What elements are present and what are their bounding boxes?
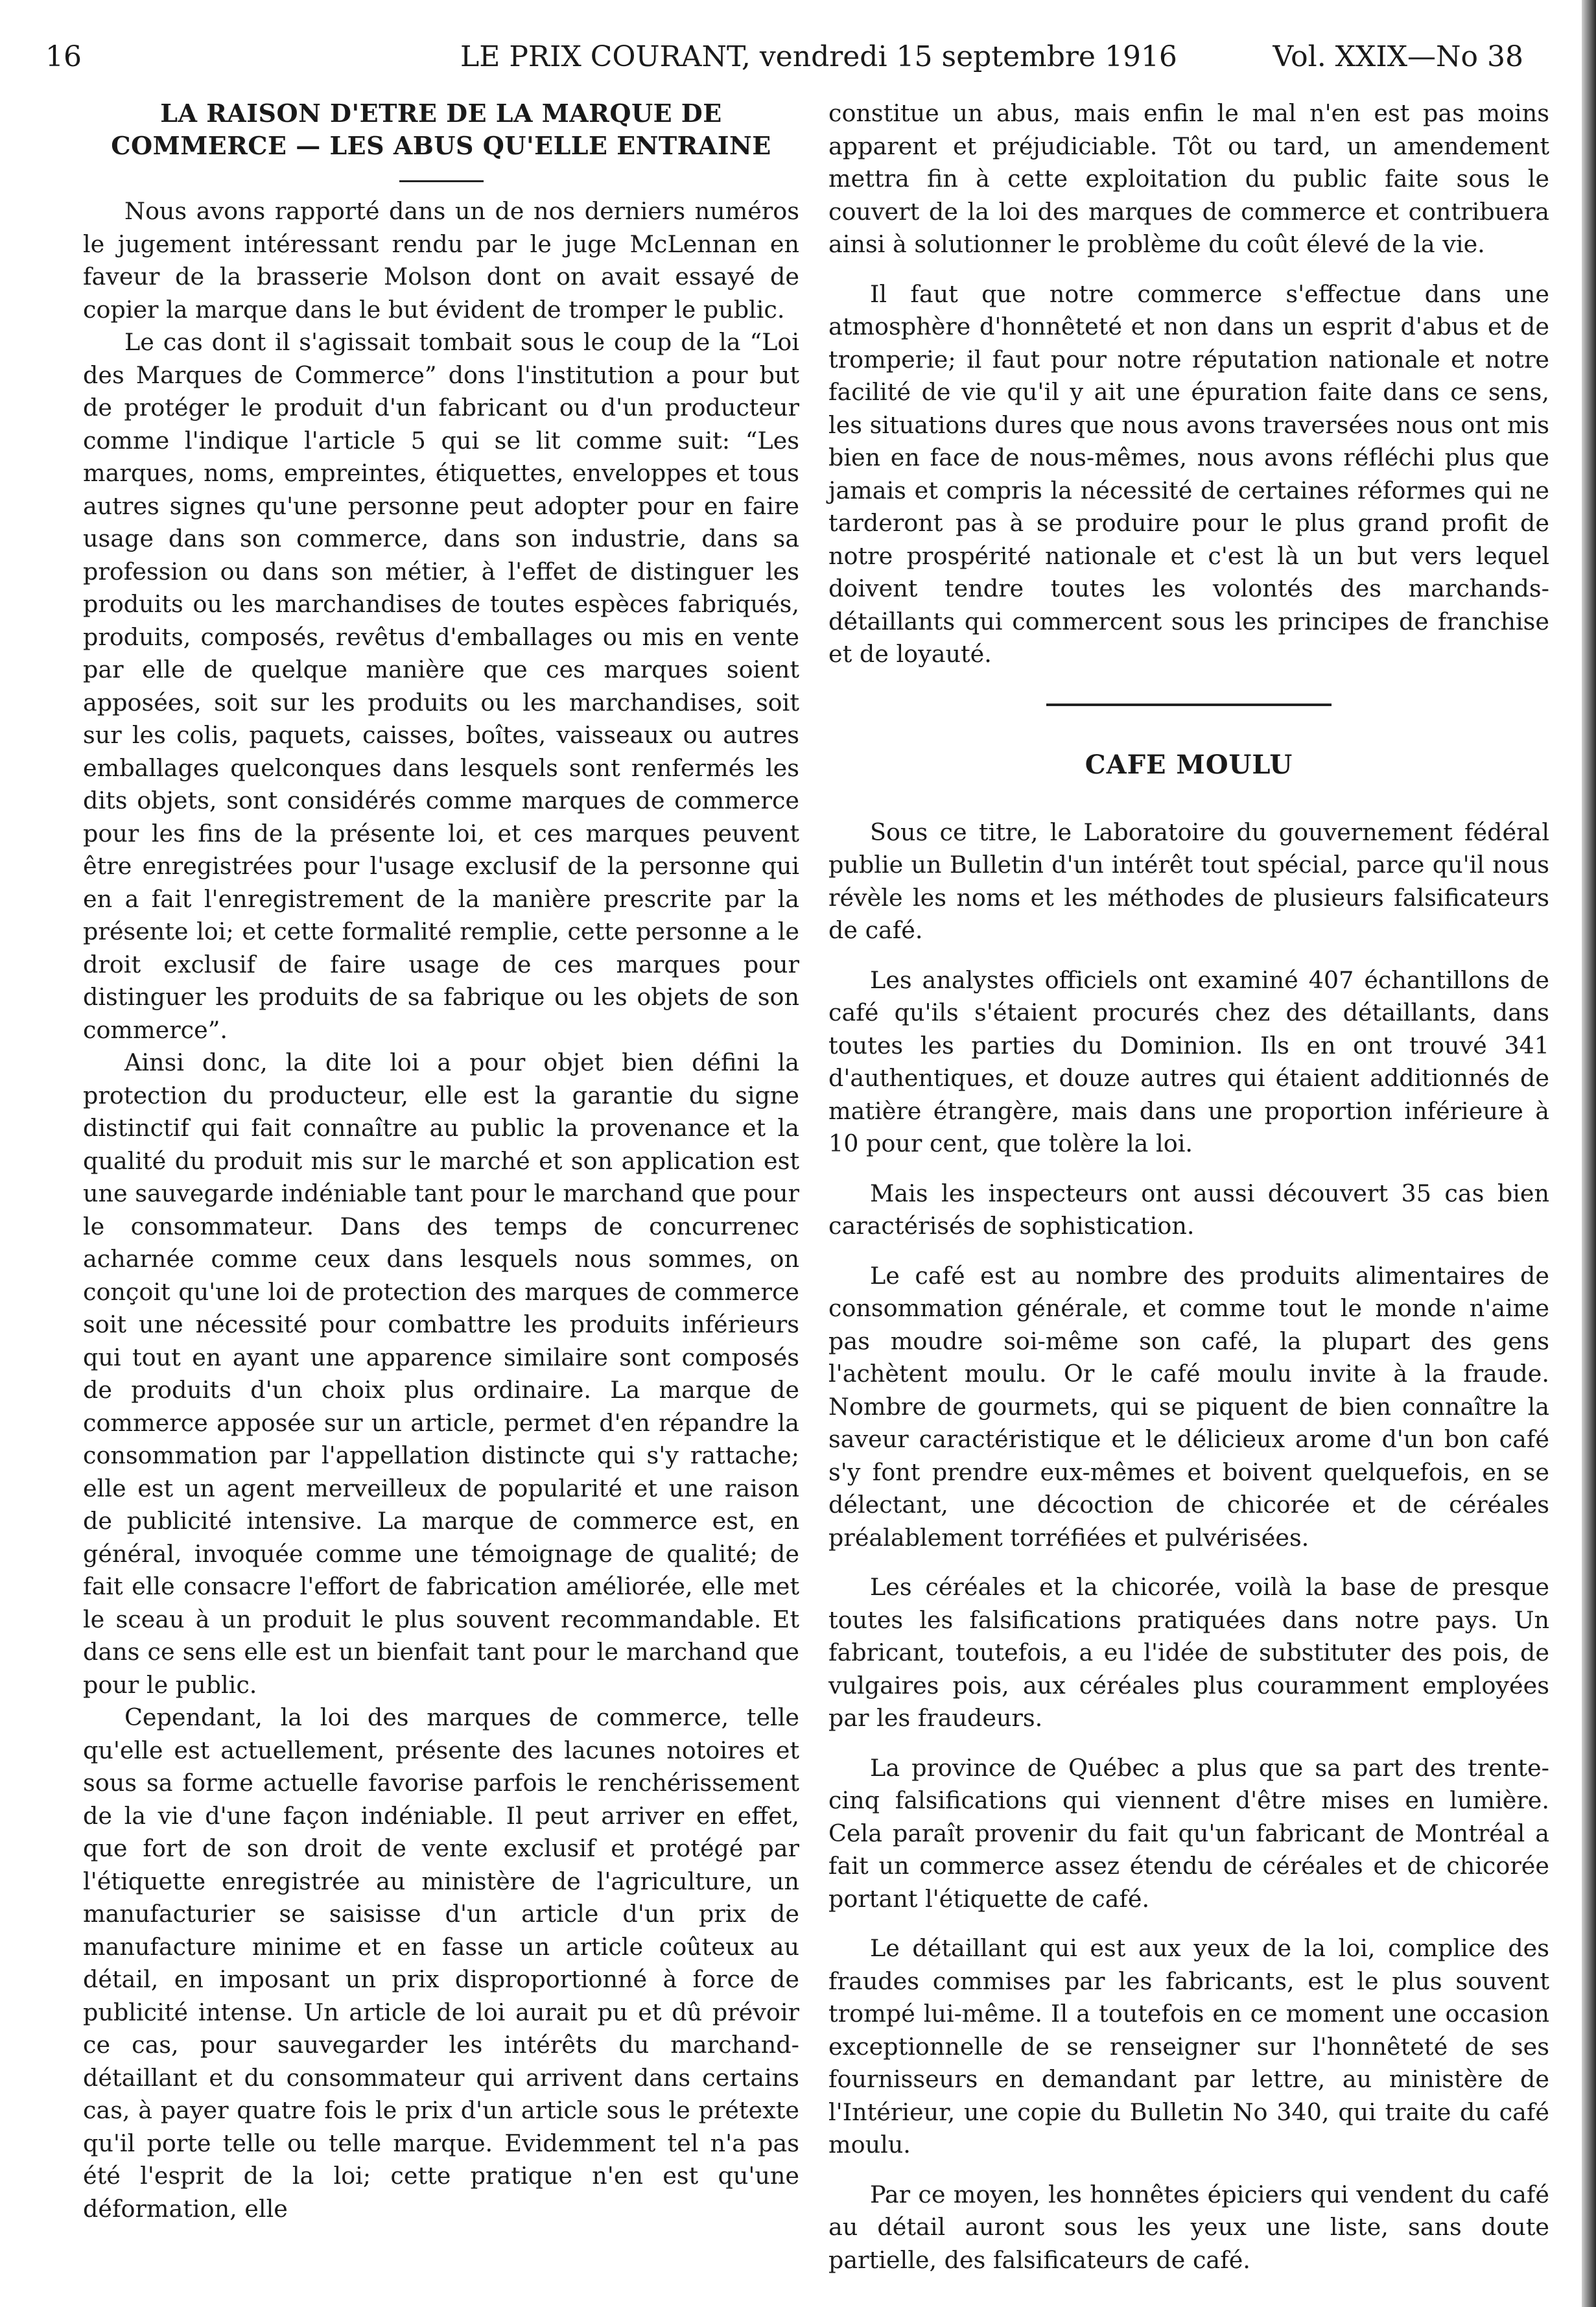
article-paragraph: Ainsi donc, la dite loi a pour objet bien défini la protection du producteur, elle est la garantie du signe distinctif qui fait connaître au public la provenance et la qualité du produit mis sur le marché et son application est une sauvegarde indéniable tant pour le marchand que pour le consommateur. Dans des temps de concurrenec acharnée comme ceux dans lesquels nous sommes, on conçoit qu'une loi de protection des marques de commerce soit une nécessité pour combattre les produits inférieurs qui tout en ayant une apparence similaire sont composés de produits d'un choix plus ordinaire. La marque de commerce apposée sur un article, permet d'en répandre la consommation par l'appellation distincte qui s'y rattache; elle est un agent merveilleux de popularité et une raison de publicité intensive. La marque de commerce est, en général, invoquée comme une témoignage de qualité; de fait elle consacre l'effort de fabrication améliorée, elle met le sceau à un produit le plus souvent recommandable. Et dans ce sens elle est un bienfait tant pour le marchand que pour le public. xyxy=(83,1048,799,1699)
article-paragraph-continued: constitue un abus, mais enfin le mal n'en est pas moins apparent et préjudiciable. Tôt ou tard, un amendement mettra fin à cette exploitation du public faite sous le couvert de la loi des marques de commerce et contribuera ainsi à solutionner le problème du coût élevé de la vie. xyxy=(828,99,1549,258)
article-paragraph: Le cas dont il s'agissait tombait sous le coup de la “Loi des Marques de Commerce” dons l'institution a pour but de protéger le produit d'un fabricant ou d'un producteur comme l'indique l'article 5 qui se lit comme suit: “Les marques, noms, empreintes, étiquettes, enveloppes et tous autres signes qu'une personne peut adopter pour en faire usage dans son commerce, dans son industrie, dans sa profession ou dans son métier, à l'effet de distinguer les produits ou les marchandises de toutes espèces fabriqués, produits, composés, revêtus d'emballages ou mis en vente par elle de quelque manière que ces marques soient apposées, soit sur les produits ou les marchandises, soit sur les colis, paquets, caisses, boîtes, vaisseaux ou autres emballages quelconques dans lesquels sont renfermés les dits objets, sont considérés comme marques de commerce pour les fins de la présente loi, et ces marques peuvent être enregistrées pour l'usage exclusif de la personne qui en a fait l'enregistrement de la manière prescrite par la présente loi; et cette formalité remplie, cette personne a le droit exclusif de faire usage de ces marques pour distinguer les produits de sa fabrique ou les objets de son commerce”. xyxy=(83,328,799,1044)
section-title: CAFE MOULU xyxy=(1085,749,1293,780)
section-divider xyxy=(1046,704,1332,706)
article-title: LA RAISON D'ETRE DE LA MARQUE DE COMMERCE — LES ABUS QU'ELLE ENTRAINE xyxy=(111,99,771,160)
left-column xyxy=(83,97,799,2225)
article-paragraph: Nous avons rapporté dans un de nos derniers numéros le jugement intéressant rendu par le juge McLennan en faveur de la brasserie Molson dont on avait essayé de copier la marque dans le but évident de tromper le public. xyxy=(83,197,799,324)
scan-edge-shadow xyxy=(1582,0,1596,2307)
article-paragraph: Les céréales et la chicorée, voilà la base de presque toutes les falsifications pratiquées dans notre pays. Un fabricant, toutefois, a eu l'idée de substituter des pois, de vulgaires pois, aux céréales plus couramment employées par les fraudeurs. xyxy=(828,1573,1549,1732)
page-header xyxy=(45,40,1523,86)
page-number: 16 xyxy=(45,40,82,73)
article-paragraph: Le détaillant qui est aux yeux de la loi, complice des fraudes commises par les fabricants, est le plus souvent trompé lui-même. Il a toutefois en ce moment une occasion exceptionnelle de se renseigner sur l'honnêteté de ses fournisseurs en demandant par lettre, au ministère de l'Intérieur, une copie du Bulletin No 340, qui traite du café moulu. xyxy=(828,1934,1549,2159)
article-paragraph: Par ce moyen, les honnêtes épiciers qui vendent du café au détail auront sous les yeux une liste, sans doute partielle, des falsificateurs de café. xyxy=(828,2180,1549,2274)
right-column xyxy=(828,97,1549,2277)
article-paragraph: Cependant, la loi des marques de commerce, telle qu'elle est actuellement, présente des lacunes notoires et sous sa forme actuelle favorise parfois le renchérissement de la vie d'une façon indéniable. Il peut arriver en effet, que fort de son droit de vente exclusif et protégé par l'étiquette enregistrée au ministère de l'agriculture, un manufacturier se saisisse d'un article d'un prix de manufacture minime et en fasse un article coûteux au détail, en imposant un prix disproportionné à force de publicité intense. Un article de loi aurait pu et dû prévoir ce cas, pour sauvegarder les intérêts du marchand-détaillant et du consommateur qui arrivent dans certains cas, à payer quatre fois le prix d'un article sous le prétexte qu'il porte telle ou telle marque. Evidemment tel n'a pas été l'esprit de la loi; cette pratique n'en est qu'une déformation, elle xyxy=(83,1703,799,2223)
article-paragraph: Mais les inspecteurs ont aussi découvert 35 cas bien caractérisés de sophistication. xyxy=(828,1179,1549,1240)
article-paragraph: Le café est au nombre des produits alimentaires de consommation générale, et comme tout le monde n'aime pas moudre soi-même son café, la plupart des gens l'achètent moulu. Or le café moulu invite à la fraude. Nombre de gourmets, qui se piquent de bien connaître la saveur caractéristique et le délicieux arome d'un bon café s'y font prendre eux-mêmes et boivent quelquefois, en se délectant, une décoction de chicorée et de céréales préalablement torréfiées et pulvérisées. xyxy=(828,1261,1549,1552)
article-paragraph: Les analystes officiels ont examiné 407 échantillons de café qu'ils s'étaient procurés chez des détaillants, dans toutes les parties du Dominion. Ils en ont trouvé 341 d'authentiques, et douze autres qui étaient additionnés de matière étrangère, mais dans une proportion inférieure à 10 pour cent, que tolère la loi. xyxy=(828,965,1549,1157)
volume-number: Vol. XXIX—No 38 xyxy=(1273,40,1523,73)
article-paragraph-continued: Il faut que notre commerce s'effectue dans une atmosphère d'honnêteté et non dans un esprit d'abus et de tromperie; il faut pour notre réputation nationale et notre facilité de vie qu'il y ait une épuration faite dans ce sens, les situations dures que nous avons traversées nous ont mis bien en face de nous-mêmes, nous avons réfléchi plus que jamais et compris la nécessité de certaines réformes qui ne tarderont pas à se produire pour le plus grand profit de notre prospérité nationale et c'est là un but vers lequel doivent tendre toutes les volontés des marchands-détaillants qui commercent sous les principes de franchise et de loyauté. xyxy=(828,279,1549,668)
publication-line: LE PRIX COURANT, vendredi 15 septembre 1916 xyxy=(460,40,1177,73)
article-paragraph: Sous ce titre, le Laboratoire du gouvernement fédéral publie un Bulletin d'un intérêt tout spécial, parce qu'il nous révèle les noms et les méthodes de plusieurs falsificateurs de café. xyxy=(828,818,1549,944)
title-divider xyxy=(399,180,484,182)
article-paragraph: La province de Québec a plus que sa part des trente-cinq falsifications qui viennent d'être mises en lumière. Cela paraît provenir du fait qu'un fabricant de Montréal a fait un commerce assez étendu de céréales et de chicorée portant l'étiquette de café. xyxy=(828,1753,1549,1913)
